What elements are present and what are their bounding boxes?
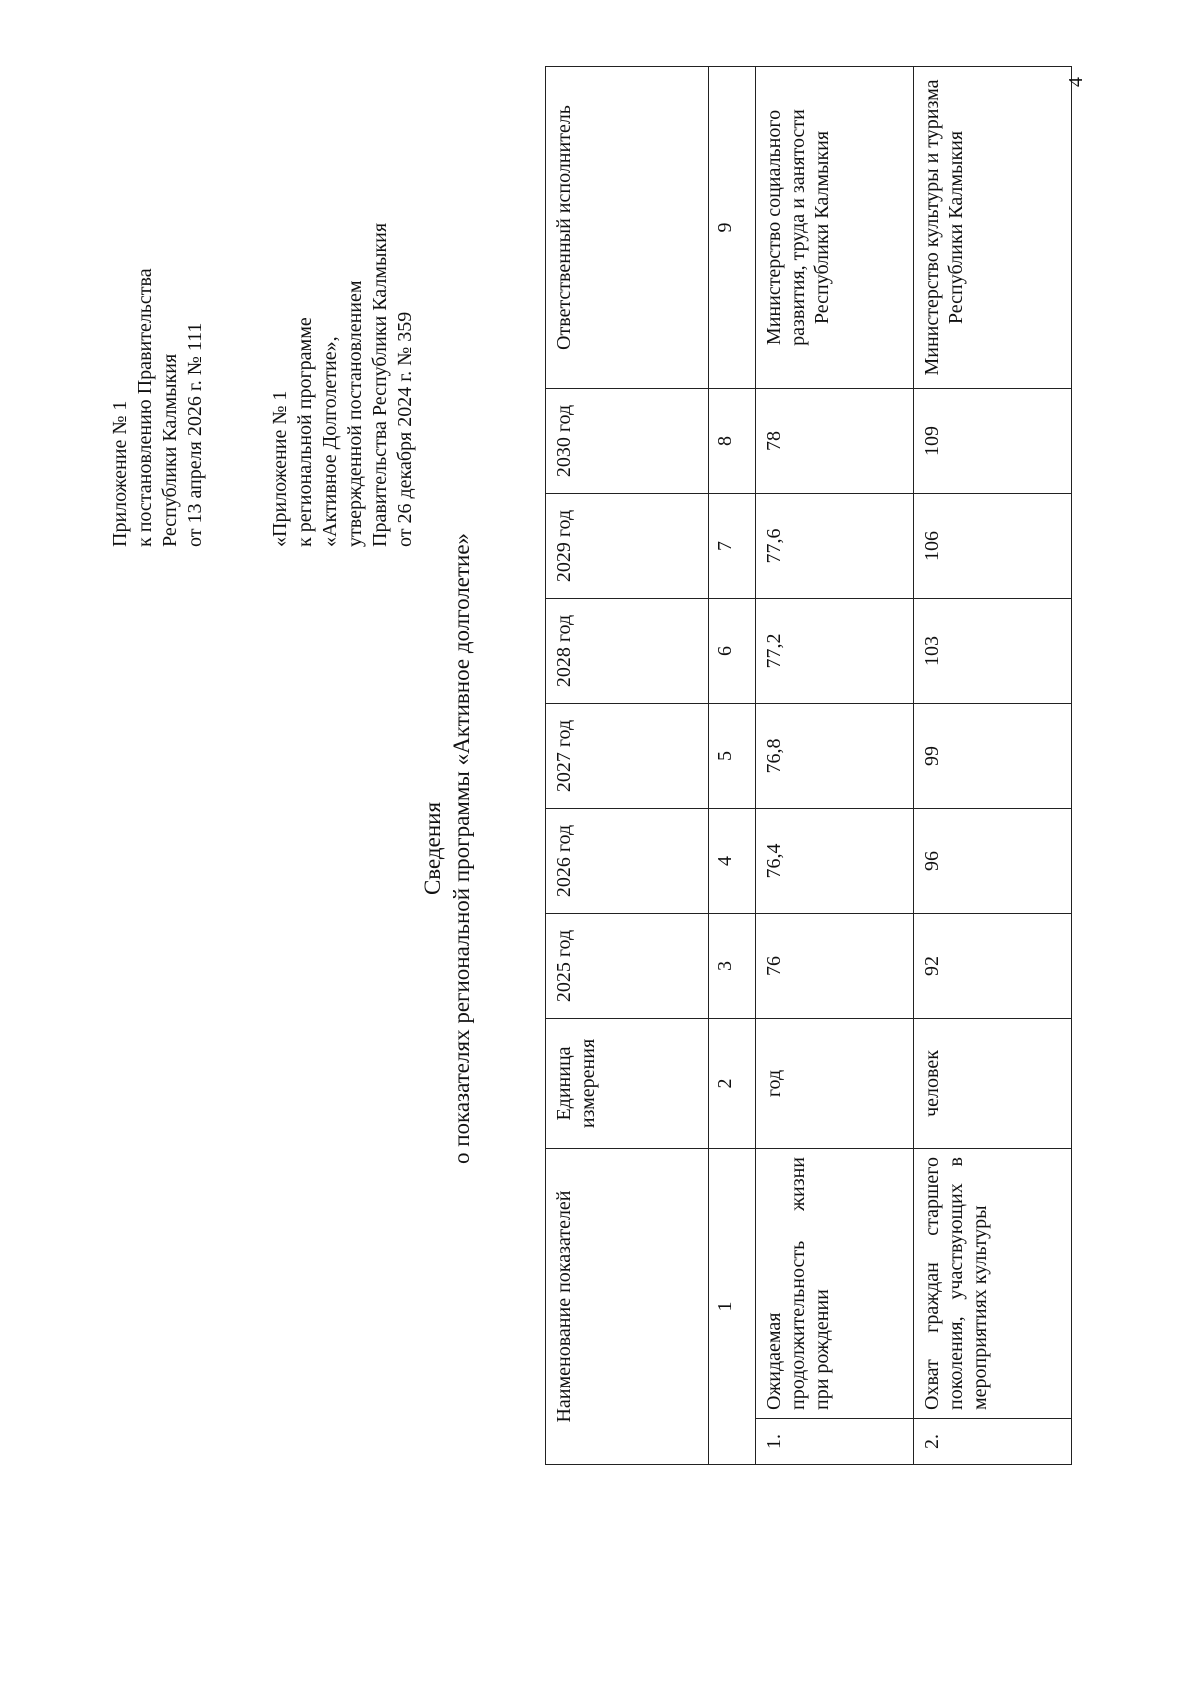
indicators-table — [545, 66, 1072, 1465]
column-number: 8 — [709, 389, 756, 494]
header-name: Наименование показателей — [546, 1149, 709, 1465]
indicator-unit: год — [756, 1019, 914, 1149]
appendix-line: к региональной программе — [294, 317, 316, 547]
column-number: 2 — [709, 1019, 756, 1149]
value-2028: 77,2 — [756, 599, 914, 704]
header-2028: 2028 год — [546, 599, 709, 704]
appendix-block — [108, 268, 208, 547]
column-number: 3 — [709, 914, 756, 1019]
header-2027: 2027 год — [546, 704, 709, 809]
table-row — [914, 67, 1072, 1465]
page-number: 4 — [1065, 77, 1087, 87]
value-2026: 76,4 — [756, 809, 914, 914]
value-2026: 96 — [914, 809, 1072, 914]
column-number: 4 — [709, 809, 756, 914]
title-line-2: о показателях региональной программы «Активное долголетие» — [449, 532, 474, 1165]
value-2029: 106 — [914, 494, 1072, 599]
appendix-line: Правительства Республики Калмыкия — [369, 222, 391, 547]
table-row — [756, 67, 914, 1465]
column-number-row — [709, 67, 756, 1465]
appendix-line: к постановлению Правительства — [134, 268, 156, 547]
appendix-line: «Активное Долголетие», — [319, 336, 341, 547]
value-2025: 76 — [756, 914, 914, 1019]
value-2029: 77,6 — [756, 494, 914, 599]
table-header-row — [546, 67, 709, 1465]
column-number: 6 — [709, 599, 756, 704]
appendix-line: Республики Калмыкия — [159, 353, 181, 547]
header-unit: Единица измерения — [546, 1019, 709, 1149]
appendix-line: Приложение № 1 — [109, 400, 131, 547]
header-2029: 2029 год — [546, 494, 709, 599]
column-number: 9 — [709, 67, 756, 389]
indicator-unit: человек — [914, 1019, 1072, 1149]
header-2026: 2026 год — [546, 809, 709, 914]
header-2025: 2025 год — [546, 914, 709, 1019]
indicator-name: Ожидаемая продолжительность жизни при рождении — [756, 1149, 914, 1419]
column-number: 5 — [709, 704, 756, 809]
value-2027: 99 — [914, 704, 1072, 809]
appendix-line: от 13 апреля 2026 г. № 111 — [184, 322, 206, 547]
row-number: 1. — [756, 1419, 914, 1465]
column-number: 7 — [709, 494, 756, 599]
title-line-1: Сведения — [420, 801, 445, 896]
document-title — [418, 0, 476, 1697]
original-appendix-block — [268, 223, 418, 547]
executor: Министерство социального развития, труда и занятости Республики Калмыкия — [756, 67, 914, 389]
header-executor: Ответственный исполнитель — [546, 67, 709, 389]
value-2030: 109 — [914, 389, 1072, 494]
row-number: 2. — [914, 1419, 1072, 1465]
appendix-line: утвержденной постановлением — [344, 280, 366, 547]
value-2027: 76,8 — [756, 704, 914, 809]
appendix-line: «Приложение № 1 — [269, 390, 291, 547]
executor: Министерство культуры и туризма Республики Калмыкия — [914, 67, 1072, 389]
value-2025: 92 — [914, 914, 1072, 1019]
appendix-line: от 26 декабря 2024 г. № 359 — [394, 311, 416, 547]
value-2028: 103 — [914, 599, 1072, 704]
column-number: 1 — [709, 1149, 756, 1465]
indicator-name: Охват граждан старшего поколения, участвующих в мероприятиях культуры — [914, 1149, 1072, 1419]
value-2030: 78 — [756, 389, 914, 494]
header-2030: 2030 год — [546, 389, 709, 494]
